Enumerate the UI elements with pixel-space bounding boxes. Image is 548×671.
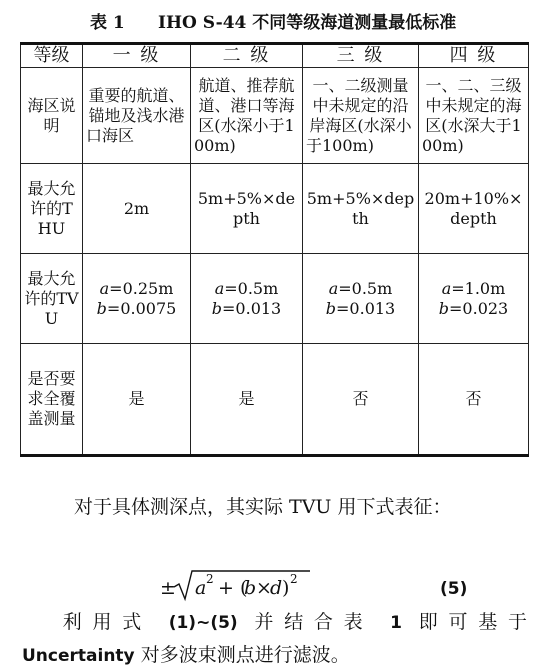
table-row-max-tvu: [21, 254, 529, 344]
table-ref: 1: [390, 613, 403, 633]
col-header-grade-1: 一 级: [83, 44, 191, 68]
cell-thu-grade-2: 5m+5%×depth: [191, 164, 303, 254]
col-header-grade-4: 四 级: [419, 44, 529, 68]
tvu-b-grade-1: 0.0075: [120, 298, 177, 318]
table-caption: [0, 6, 548, 32]
tvu-b-grade-3: 0.013: [349, 298, 396, 318]
table-row-area-description: [21, 68, 529, 164]
tvu-a-grade-3: 0.5m: [351, 278, 393, 298]
cell-coverage-grade-2: 是: [191, 344, 303, 456]
cell-coverage-grade-3: 否: [303, 344, 419, 456]
cell-tvu-grade-2: a=0.5m b=0.013: [191, 254, 303, 344]
cell-tvu-grade-4: a=1.0m b=0.023: [419, 254, 529, 344]
svg-text:b: b: [244, 577, 257, 599]
table-header-row: [21, 44, 529, 68]
cell-area-grade-2: 航道、推荐航道、港口等海区(水深小于100m): [191, 68, 303, 164]
svg-text:a: a: [195, 577, 207, 599]
standards-table: [20, 42, 529, 457]
filter-text-3: 即可基于: [418, 611, 527, 633]
row-header-max-tvu: 最大允许的TVU: [21, 254, 83, 344]
equation-number: (5): [440, 579, 468, 599]
svg-text:×: ×: [256, 577, 272, 599]
row-header-area-description: 海区说明: [21, 68, 83, 164]
cell-thu-grade-1: 2m: [83, 164, 191, 254]
tvu-a-grade-2: 0.5m: [237, 278, 279, 298]
tvu-b-grade-2: 0.013: [235, 298, 282, 318]
col-header-grade: 等级: [21, 44, 83, 68]
svg-text:d: d: [270, 577, 283, 599]
equation-range-ref: (1)~(5): [168, 613, 238, 633]
uncertainty-term: Uncertainty: [22, 646, 135, 666]
cell-area-grade-1: 重要的航道、锚地及浅水港口海区: [83, 68, 191, 164]
cell-thu-grade-4: 20m+10%×depth: [419, 164, 529, 254]
tvu-b-grade-4: 0.023: [462, 298, 509, 318]
row-header-max-thu: 最大允许的THU: [21, 164, 83, 254]
svg-text:2: 2: [206, 572, 214, 586]
tvu-a-grade-1: 0.25m: [122, 278, 174, 298]
paragraph-tvu-intro: [22, 488, 527, 526]
filter-text-4: 对多波束测点进行滤波。: [140, 644, 350, 666]
paragraph-filter-line2: [22, 640, 527, 671]
cell-tvu-grade-1: a=0.25m b=0.0075: [83, 254, 191, 344]
cell-coverage-grade-4: 否: [419, 344, 529, 456]
filter-text-2: 并结合表: [254, 611, 374, 633]
table-title: IHO S-44 不同等级海道测量最低标准: [158, 13, 457, 33]
paragraph-tvu-intro-text: 对于具体测深点，其实际 TVU 用下式表征：: [74, 496, 452, 518]
paragraph-filter-line1: [22, 604, 527, 641]
table-number: 表 1: [90, 13, 125, 33]
filter-text-1: 利用式: [52, 611, 152, 633]
svg-text:+ (: + (: [218, 577, 248, 599]
svg-text:): ): [282, 577, 290, 599]
svg-text:±: ±: [160, 577, 176, 599]
cell-area-grade-3: 一、二级测量中未规定的沿岸海区(水深小于100m): [303, 68, 419, 164]
row-header-full-coverage: 是否要求全覆盖测量: [21, 344, 83, 456]
cell-thu-grade-3: 5m+5%×depth: [303, 164, 419, 254]
table-row-full-coverage: [21, 344, 529, 456]
svg-text:2: 2: [290, 572, 298, 586]
equation-5: [160, 567, 520, 607]
cell-coverage-grade-1: 是: [83, 344, 191, 456]
cell-tvu-grade-3: a=0.5m b=0.013: [303, 254, 419, 344]
equation-5-graphic: [160, 567, 520, 607]
tvu-a-grade-4: 1.0m: [464, 278, 506, 298]
table-row-max-thu: [21, 164, 529, 254]
col-header-grade-3: 三 级: [303, 44, 419, 68]
col-header-grade-2: 二 级: [191, 44, 303, 68]
cell-area-grade-4: 一、二、三级中未规定的海区(水深大于100m): [419, 68, 529, 164]
